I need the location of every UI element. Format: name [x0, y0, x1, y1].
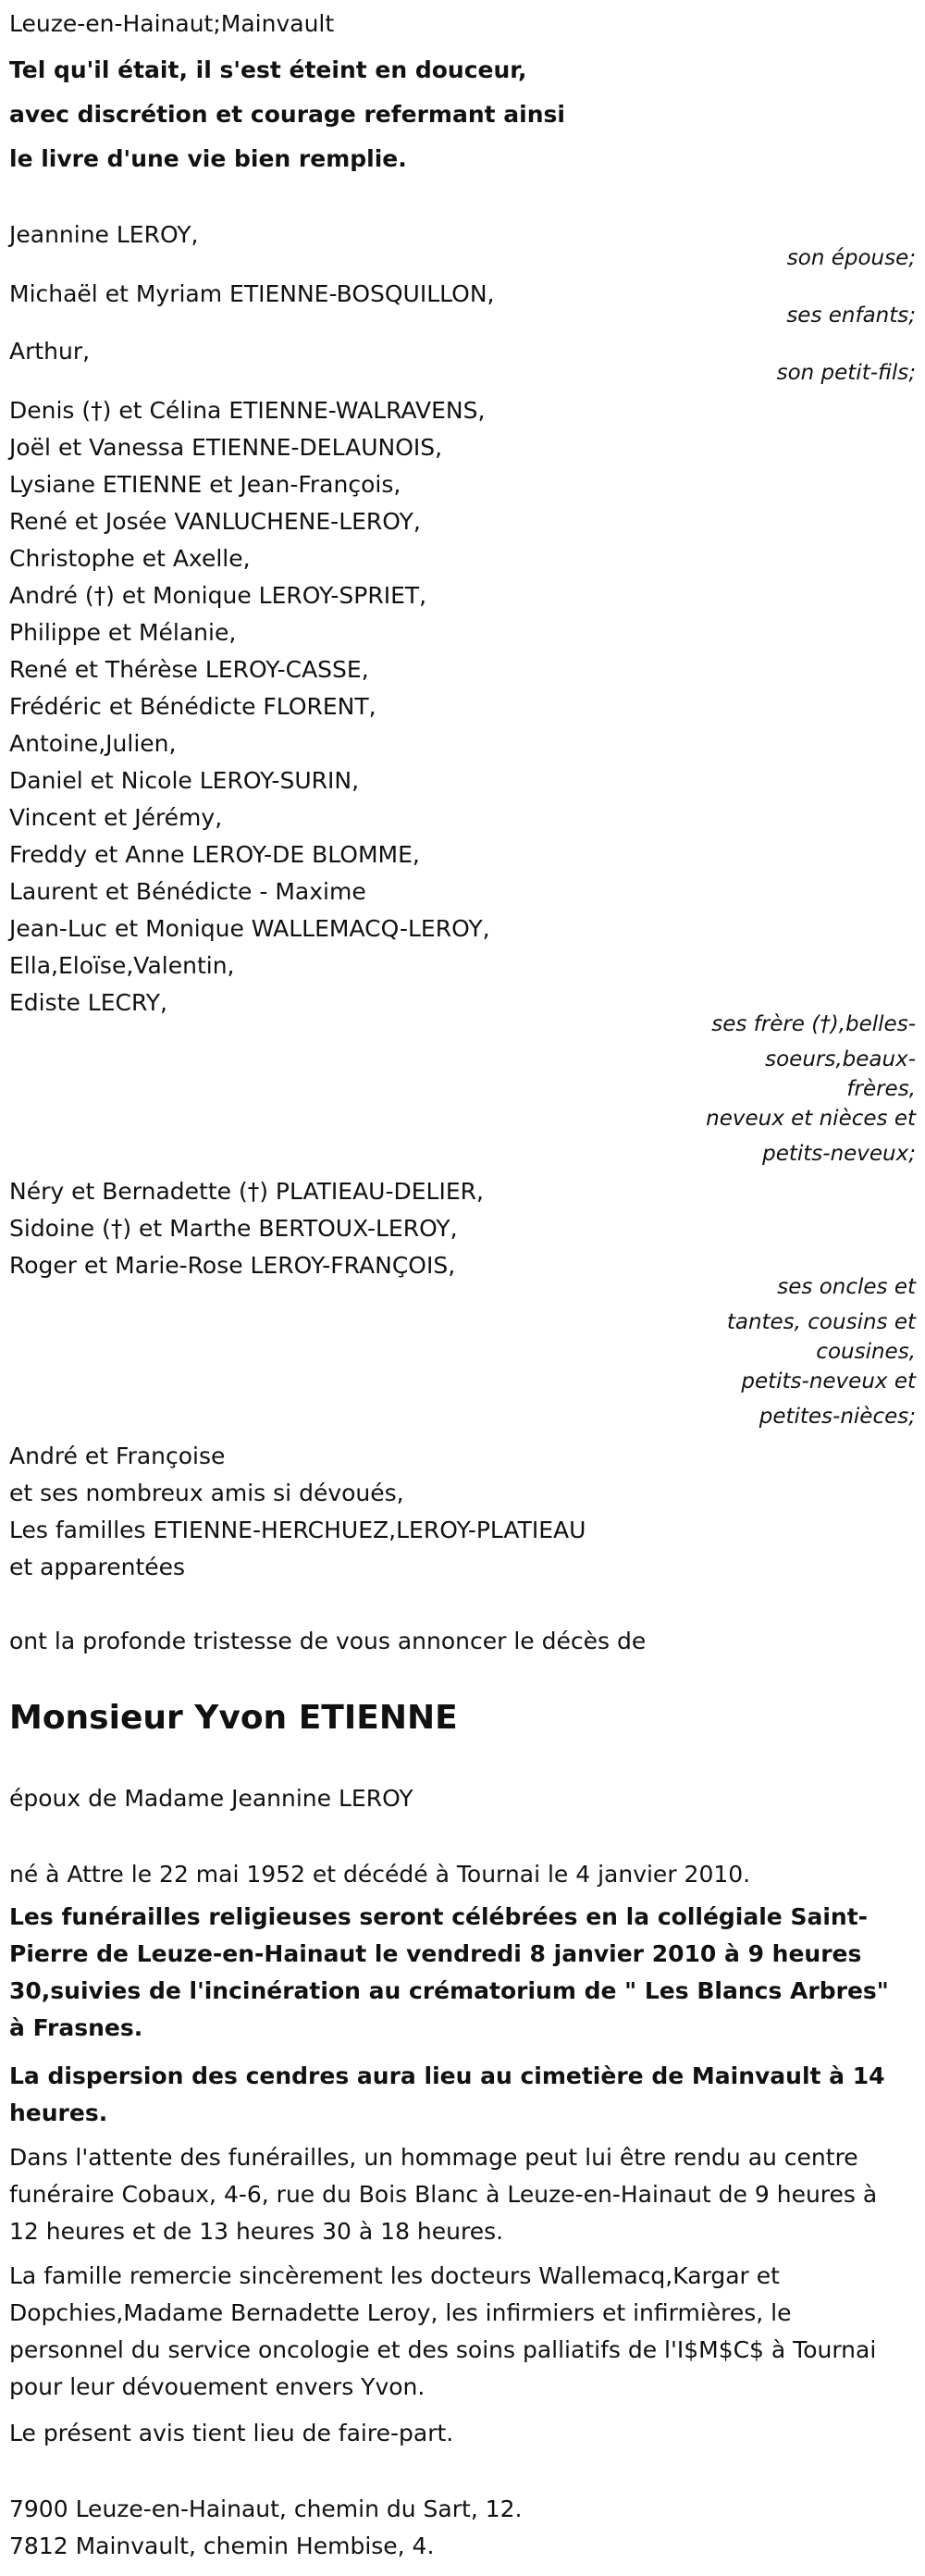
tribute-paragraph: Dans l'attente des funérailles, un hommage peut lui être rendu au centre funéraire Cobaux, 4-6, rue du Bois Blanc à Leuze-en-Hainaut de 9 heures à 12 heures et de 13 heures 30 à 18 heures. — [9, 2144, 878, 2245]
list-item: Roger et Marie-Rose LEROY-FRANÇOIS, — [9, 1252, 456, 1279]
address-1: 7900 Leuze-en-Hainaut, chemin du Sart, 12. — [9, 2496, 523, 2522]
role-line: tantes, cousins et — [726, 1310, 916, 1334]
list-item: Sidoine (†) et Marthe BERTOUX-LEROY, — [9, 1215, 458, 1242]
thanks-paragraph: La famille remercie sincèrement les docteurs Wallemacq,Kargar et Dopchies,Madame Bernadette Leroy, les infirmiers et infirmières, le personnel du service oncologie et des soins palliatifs de l'I$M$C$ à Tournai pour leur dévouement envers Yvon. — [9, 2262, 877, 2400]
children-role: ses enfants; — [786, 303, 916, 328]
funeral-paragraph: Les funérailles religieuses seront célébrées en la collégiale Saint-Pierre de Leuze-en-Hainaut le vendredi 8 janvier 2010 à 9 heures 30,suivies de l'incinération au crématorium de " Les Blancs Arbres" à Frasnes. — [9, 1903, 889, 2041]
role-line: ses frère (†),belles- — [711, 1012, 916, 1036]
role-line: frères, — [846, 1077, 916, 1101]
spouse-of-line: époux de Madame Jeannine LEROY — [9, 1785, 413, 1812]
role-line: petites-nièces; — [758, 1405, 916, 1429]
list-item: René et Thérèse LEROY-CASSE, — [9, 656, 369, 683]
list-item: Joël et Vanessa ETIENNE-DELAUNOIS, — [9, 434, 443, 461]
grandchild-role: son petit-fils; — [776, 361, 916, 385]
list-item: et apparentées — [9, 1554, 186, 1580]
list-item: Christophe et Axelle, — [9, 545, 251, 572]
spouse-name: Jeannine LEROY, — [9, 221, 199, 248]
list-item: André (†) et Monique LEROY-SPRIET, — [9, 582, 427, 609]
list-item: Freddy et Anne LEROY-DE BLOMME, — [9, 841, 420, 868]
uncles-role — [648, 1269, 916, 1434]
siblings-role — [648, 1007, 916, 1171]
notice-line: Le présent avis tient lieu de faire-part. — [9, 2420, 454, 2446]
deceased-name: Monsieur Yvon ETIENNE — [9, 1699, 458, 1737]
location-line: Leuze-en-Hainaut;Mainvault — [9, 10, 335, 37]
role-line: soeurs,beaux- — [765, 1047, 916, 1071]
children-name: Michaël et Myriam ETIENNE-BOSQUILLON, — [9, 280, 495, 307]
list-item: Ella,Eloïse,Valentin, — [9, 952, 235, 979]
epitaph-line-2: avec discrétion et courage refermant ainsi — [9, 101, 565, 128]
grandchild-name: Arthur, — [9, 338, 91, 365]
address-2: 7812 Mainvault, chemin Hembise, 4. — [9, 2533, 435, 2559]
list-item: Antoine,Julien, — [9, 730, 177, 757]
spouse-role: son épouse; — [786, 246, 916, 270]
list-item: Daniel et Nicole LEROY-SURIN, — [9, 767, 360, 794]
dispersion-paragraph: La dispersion des cendres aura lieu au cimetière de Mainvault à 14 heures. — [9, 2062, 885, 2126]
list-item: André et Françoise — [9, 1443, 226, 1469]
role-line: petits-neveux et — [741, 1369, 916, 1393]
list-item: Philippe et Mélanie, — [9, 619, 237, 646]
list-item: René et Josée VANLUCHENE-LEROY, — [9, 508, 421, 535]
list-item: Jean-Luc et Monique WALLEMACQ-LEROY, — [9, 915, 490, 942]
list-item: Ediste LECRY, — [9, 989, 167, 1016]
list-item: Néry et Bernadette (†) PLATIEAU-DELIER, — [9, 1178, 484, 1205]
list-item: Les familles ETIENNE-HERCHUEZ,LEROY-PLATIEAU — [9, 1517, 586, 1543]
role-line: petits-neveux; — [762, 1142, 916, 1166]
epitaph-line-1: Tel qu'il était, il s'est éteint en douceur, — [9, 56, 527, 83]
role-line: neveux et nièces et — [706, 1107, 916, 1131]
list-item: Lysiane ETIENNE et Jean-François, — [9, 471, 401, 498]
list-item: Vincent et Jérémy, — [9, 804, 223, 831]
list-item: et ses nombreux amis si dévoués, — [9, 1480, 404, 1506]
announcement-intro: ont la profonde tristesse de vous annoncer le décès de — [9, 1628, 647, 1654]
role-line: ses oncles et — [777, 1275, 916, 1299]
role-line: cousines, — [816, 1340, 916, 1364]
epitaph-line-3: le livre d'une vie bien remplie. — [9, 145, 407, 172]
list-item: Laurent et Bénédicte - Maxime — [9, 878, 366, 905]
list-item: Denis (†) et Célina ETIENNE-WALRAVENS, — [9, 397, 486, 424]
list-item: Frédéric et Bénédicte FLORENT, — [9, 693, 376, 720]
birth-death-line: né à Attre le 22 mai 1952 et décédé à Tournai le 4 janvier 2010. — [9, 1861, 751, 1888]
